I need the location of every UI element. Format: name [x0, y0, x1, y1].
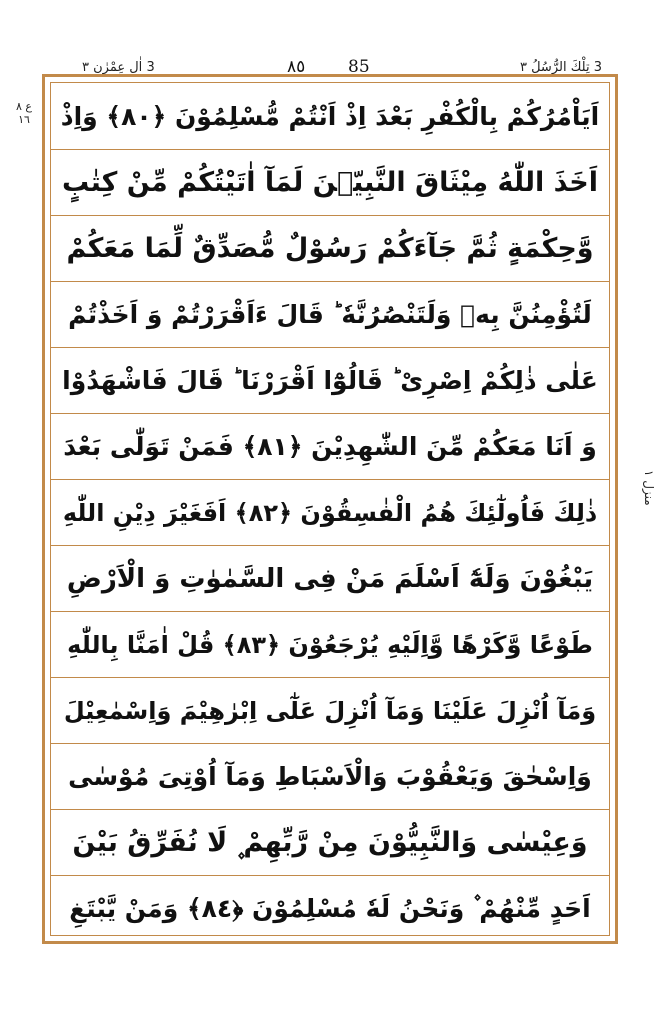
line-text: لَتُؤْمِنُنَّ بِهٖ وَلَتَنْصُرُنَّهٗ ؕ قَالَ ءَاَقْرَرْتُمْ وَ اَخَذْتُمْ [68, 300, 592, 329]
line-text: اَحَدٍ مِّنْهُمْ ۫ وَنَحْنُ لَهٗ مُسْلِمُوْنَ ﴿٨٤﴾ وَمَنْ يَّبْتَغِ [69, 894, 591, 923]
line-text: عَلٰى ذٰلِكُمْ اِصْرِیْ ؕ قَالُوْٓا اَقْرَرْنَا ؕ قَالَ فَاشْهَدُوْا [62, 366, 598, 395]
juz-label: 3 تِلْكَ الرُّسُلُ ٣ [519, 60, 602, 75]
line-text: اَيَاْمُرُكُمْ بِالْكُفْرِ بَعْدَ اِذْ اَنْتُمْ مُّسْلِمُوْنَ ﴿٨٠﴾ وَاِذْ [60, 102, 600, 131]
line-text: طَوْعًا وَّكَرْهًا وَّاِلَيْهِ يُرْجَعُوْنَ ﴿٨٣﴾ قُلْ اٰمَنَّا بِاللّٰهِ [67, 630, 593, 659]
verse-line [51, 876, 609, 942]
page-number: 85 [348, 57, 370, 77]
verse-line [51, 612, 609, 678]
verse-line [51, 744, 609, 810]
verse-line [51, 282, 609, 348]
verse-line [51, 414, 609, 480]
line-text: وَمَآ اُنْزِلَ عَلَيْنَا وَمَآ اُنْزِلَ عَلٰٓى اِبْرٰهِيْمَ وَاِسْمٰعِيْلَ [63, 696, 597, 725]
surah-label: 3 اٰلِ عِمْرٰن ٣ [82, 60, 155, 75]
verse-line [51, 150, 609, 216]
verse-line [51, 546, 609, 612]
line-text: وَعِيْسٰى وَالنَّبِيُّوْنَ مِنْ رَّبِّهِمْ ۪ لَا نُفَرِّقُ بَيْنَ [72, 826, 588, 858]
verse-line [51, 84, 609, 150]
manzil-marker: منزل ١ [642, 470, 656, 506]
verse-line [51, 480, 609, 546]
ruku-marker: ع ٨ ١٦ [16, 100, 32, 126]
verse-line [51, 216, 609, 282]
line-text: وَّحِكْمَةٍ ثُمَّ جَآءَكُمْ رَسُوْلٌ مُّصَدِّقٌ لِّمَا مَعَكُمْ [66, 233, 594, 264]
verse-line [51, 348, 609, 414]
line-text: يَبْغُوْنَ وَلَهٗٓ اَسْلَمَ مَنْ فِى السَّمٰوٰتِ وَ الْاَرْضِ [66, 563, 594, 594]
line-text: ذٰلِكَ فَاُولٰٓئِكَ هُمُ الْفٰسِقُوْنَ ﴿٨٢﴾ اَفَغَيْرَ دِيْنِ اللّٰهِ [62, 498, 598, 527]
verse-line [51, 810, 609, 876]
line-text: اَخَذَ اللّٰهُ مِيْثَاقَ النَّبِيّٖنَ لَمَآ اٰتَيْتُكُمْ مِّنْ كِتٰبٍ [62, 167, 598, 198]
verse-line [51, 678, 609, 744]
page-number-arabic: ٨٥ [287, 57, 306, 77]
line-text: وَ اَنَا مَعَكُمْ مِّنَ الشّٰهِدِيْنَ ﴿٨١﴾ فَمَنْ تَوَلّٰى بَعْدَ [63, 432, 597, 461]
line-text: وَاِسْحٰقَ وَيَعْقُوْبَ وَالْاَسْبَاطِ وَمَآ اُوْتِىَ مُوْسٰى [68, 762, 592, 791]
